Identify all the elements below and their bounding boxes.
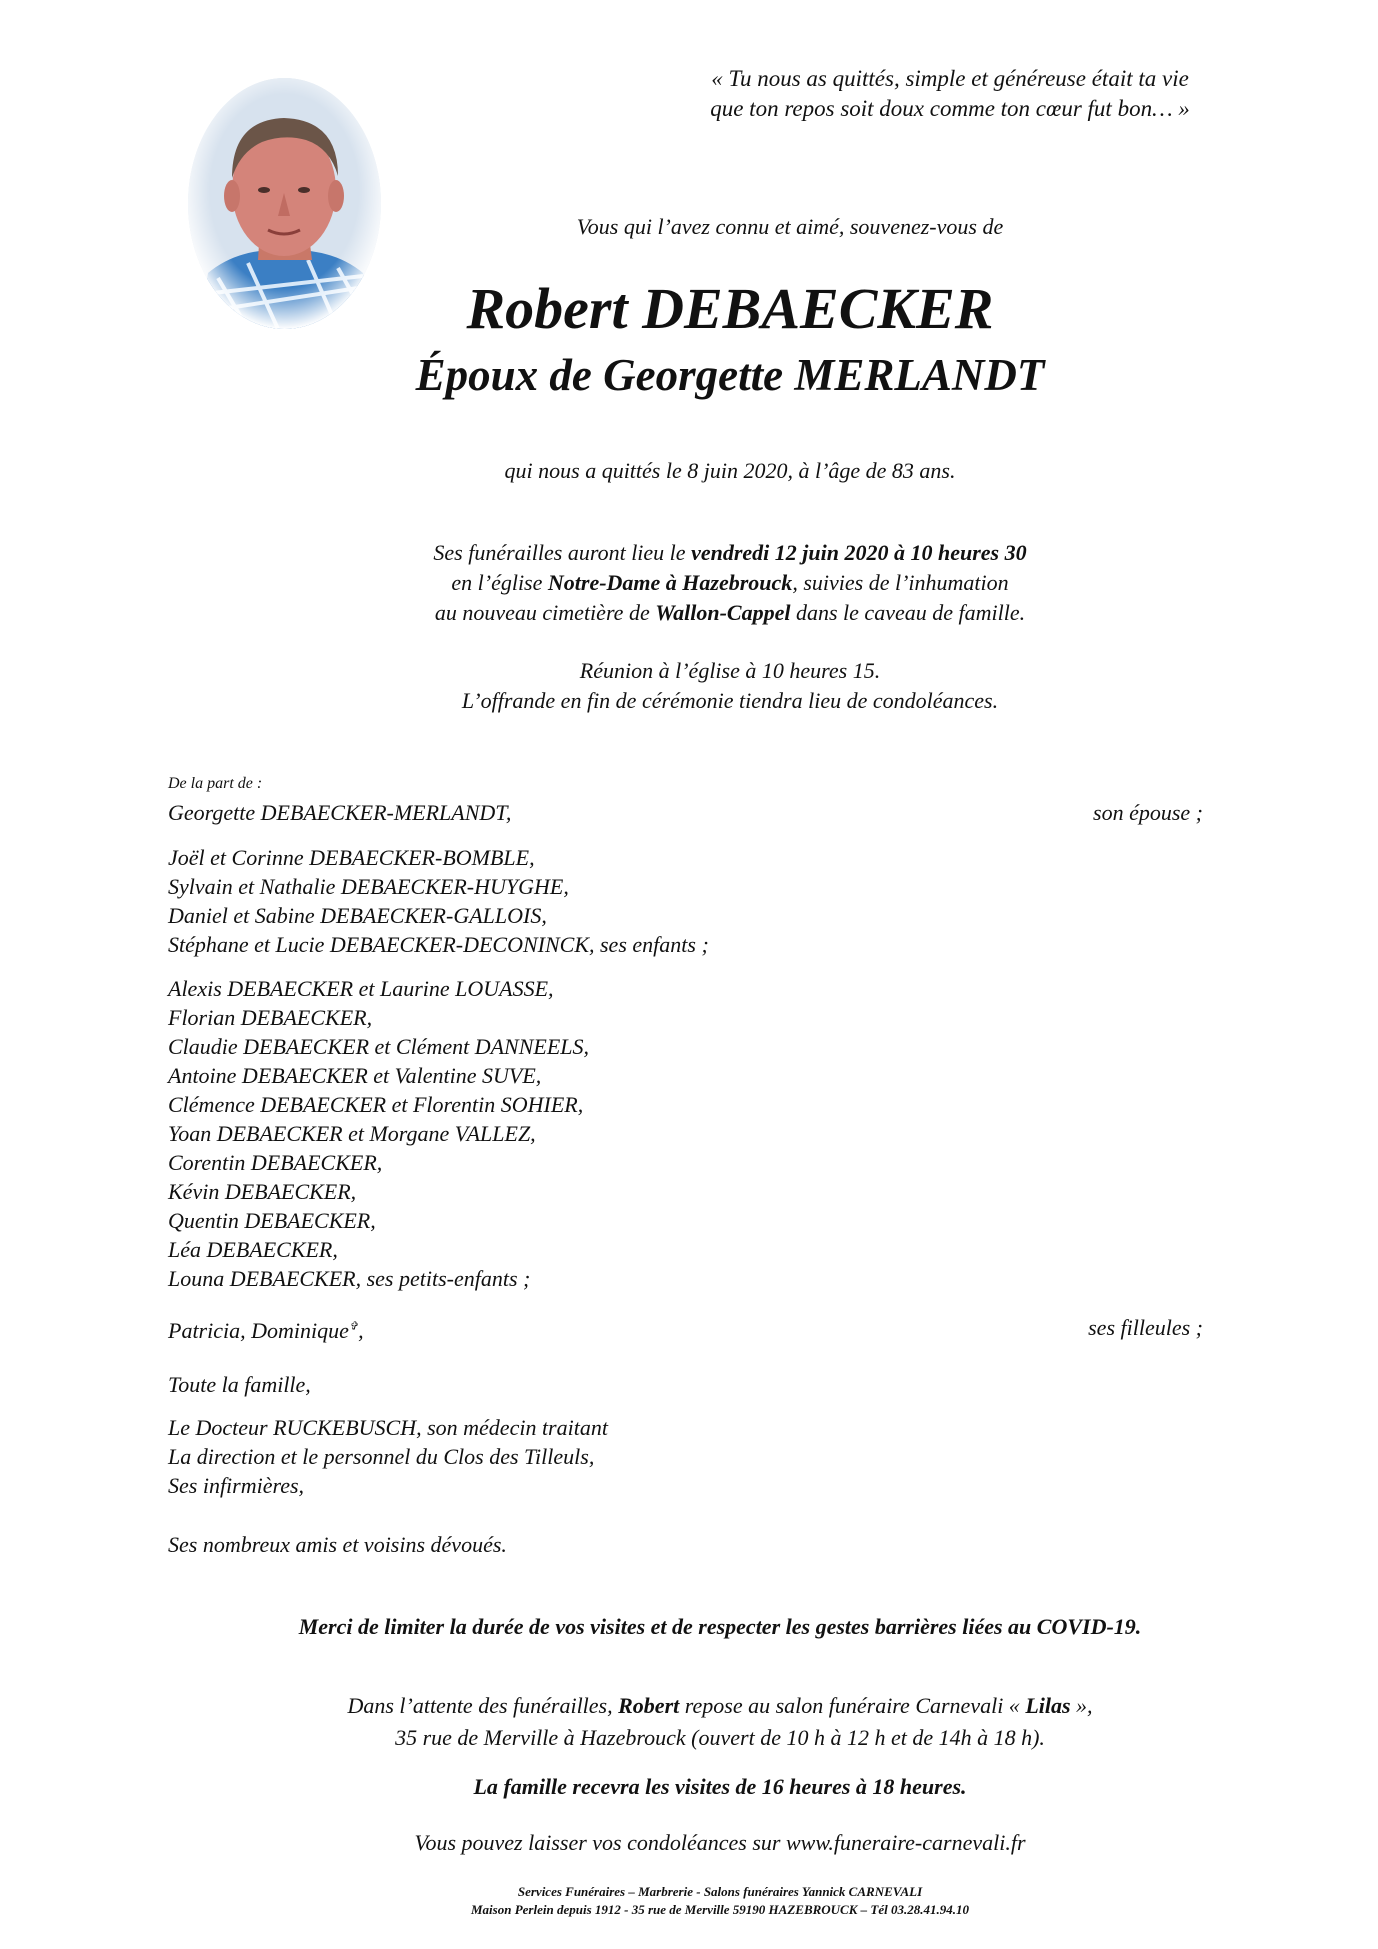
family-name: Stéphane et Lucie DEBAECKER-DECONINCK, bbox=[168, 932, 595, 957]
family-name: Joël et Corinne DEBAECKER-BOMBLE, bbox=[168, 845, 535, 870]
church-name: Notre-Dame à Hazebrouck bbox=[547, 570, 793, 595]
funeral-line-church bbox=[300, 568, 1160, 598]
family-name: Léa DEBAECKER, bbox=[168, 1237, 338, 1262]
family-name: Le Docteur RUCKEBUSCH, son médecin traitant bbox=[168, 1415, 608, 1440]
family-name: Florian DEBAECKER, bbox=[168, 1005, 373, 1030]
salon-info bbox=[200, 1690, 1240, 1754]
family-name: Quentin DEBAECKER, bbox=[168, 1208, 376, 1233]
funeral-line-cemetery bbox=[300, 598, 1160, 628]
cemetery-name: Wallon-Cappel bbox=[655, 600, 791, 625]
first-name: Robert bbox=[618, 1693, 680, 1718]
family-row-spouse bbox=[168, 798, 1203, 827]
text: , suivies de l’inhumation bbox=[792, 570, 1009, 595]
footer-company: Services Funéraires – Marbrerie - Salons funéraires Yannick CARNEVALI bbox=[517, 1884, 923, 1899]
family-group-children bbox=[168, 843, 1203, 959]
relation-label: ses enfants ; bbox=[600, 932, 709, 957]
family-name: Antoine DEBAECKER et Valentine SUVE, bbox=[168, 1063, 542, 1088]
reunion-info bbox=[300, 656, 1160, 716]
family-name: Alexis DEBAECKER et Laurine LOUASSE, bbox=[168, 976, 554, 1001]
family-name: Georgette DEBAECKER-MERLANDT, bbox=[168, 800, 512, 825]
salon-address: 35 rue de Merville à Hazebrouck (ouvert de 10 h à 12 h et de 14h à 18 h). bbox=[395, 1725, 1045, 1750]
family-name: Claudie DEBAECKER et Clément DANNEELS, bbox=[168, 1034, 590, 1059]
text: dans le caveau de famille. bbox=[790, 600, 1026, 625]
relation-label: ses filleules ; bbox=[1088, 1315, 1203, 1340]
family-row-goddaughters bbox=[168, 1313, 1203, 1345]
deceased-cross-icon: ✞ bbox=[348, 1321, 359, 1333]
family-name: Louna DEBAECKER, bbox=[168, 1266, 362, 1291]
footer bbox=[300, 1883, 1140, 1919]
from-label: De la part de : bbox=[168, 775, 263, 792]
relation-label: ses petits-enfants ; bbox=[366, 1266, 531, 1291]
funeral-line-date bbox=[300, 538, 1160, 568]
condolences-website: Vous pouvez laisser vos condoléances sur www.funeraire-carnevali.fr bbox=[414, 1830, 1026, 1855]
family-name: La direction et le personnel du Clos des Tilleuls, bbox=[168, 1444, 595, 1469]
family-group-others bbox=[168, 1413, 1203, 1500]
relation-label: son épouse ; bbox=[1093, 800, 1203, 825]
epigraph-line: que ton repos soit doux comme ton cœur fut bon… » bbox=[710, 96, 1190, 121]
text: repose au salon funéraire Carnevali « bbox=[679, 1693, 1026, 1718]
text: Dans l’attente des funérailles, bbox=[347, 1693, 619, 1718]
deceased-name: Robert DEBAECKER bbox=[466, 276, 994, 341]
salon-line bbox=[200, 1690, 1240, 1722]
text: , bbox=[358, 1318, 364, 1344]
funeral-datetime: vendredi 12 juin 2020 à 10 heures 30 bbox=[691, 540, 1027, 565]
epigraph-quote bbox=[600, 64, 1300, 124]
epigraph-line: « Tu nous as quittés, simple et généreuse était ta vie bbox=[711, 66, 1189, 91]
reunion-line: Réunion à l’église à 10 heures 15. bbox=[579, 658, 881, 683]
text: au nouveau cimetière de bbox=[434, 600, 656, 625]
family-name bbox=[168, 1318, 364, 1343]
salon-room-name: Lilas bbox=[1025, 1693, 1071, 1718]
text: », bbox=[1070, 1693, 1093, 1718]
covid-notice: Merci de limiter la durée de vos visites et de respecter les gestes barrières liées au COVID-19. bbox=[298, 1614, 1142, 1639]
intro-text: Vous qui l’avez connu et aimé, souvenez-vous de bbox=[576, 214, 1004, 239]
family-name: Daniel et Sabine DEBAECKER-GALLOIS, bbox=[168, 903, 547, 928]
offering-line: L’offrande en fin de cérémonie tiendra lieu de condoléances. bbox=[461, 688, 999, 713]
spouse-line: Époux de Georgette MERLANDT bbox=[415, 350, 1045, 400]
visits-notice: La famille recevra les visites de 16 heures à 18 heures. bbox=[473, 1774, 967, 1799]
footer-address: Maison Perlein depuis 1912 - 35 rue de Merville 59190 HAZEBROUCK – Tél 03.28.41.94.10 bbox=[471, 1902, 969, 1917]
whole-family: Toute la famille, bbox=[168, 1372, 311, 1397]
family-name: Kévin DEBAECKER, bbox=[168, 1179, 357, 1204]
family-name: Corentin DEBAECKER, bbox=[168, 1150, 383, 1175]
text: Ses funérailles auront lieu le bbox=[433, 540, 692, 565]
friends-line: Ses nombreux amis et voisins dévoués. bbox=[168, 1532, 507, 1557]
family-name: Clémence DEBAECKER et Florentin SOHIER, bbox=[168, 1092, 584, 1117]
text: Patricia, Dominique bbox=[168, 1318, 349, 1344]
funeral-details bbox=[300, 538, 1160, 628]
death-notice: qui nous a quittés le 8 juin 2020, à l’âge de 83 ans. bbox=[504, 458, 956, 483]
text: en l’église bbox=[451, 570, 548, 595]
family-group-grandchildren bbox=[168, 974, 1203, 1293]
family-name: Yoan DEBAECKER et Morgane VALLEZ, bbox=[168, 1121, 536, 1146]
family-name: Sylvain et Nathalie DEBAECKER-HUYGHE, bbox=[168, 874, 569, 899]
family-name: Ses infirmières, bbox=[168, 1473, 305, 1498]
